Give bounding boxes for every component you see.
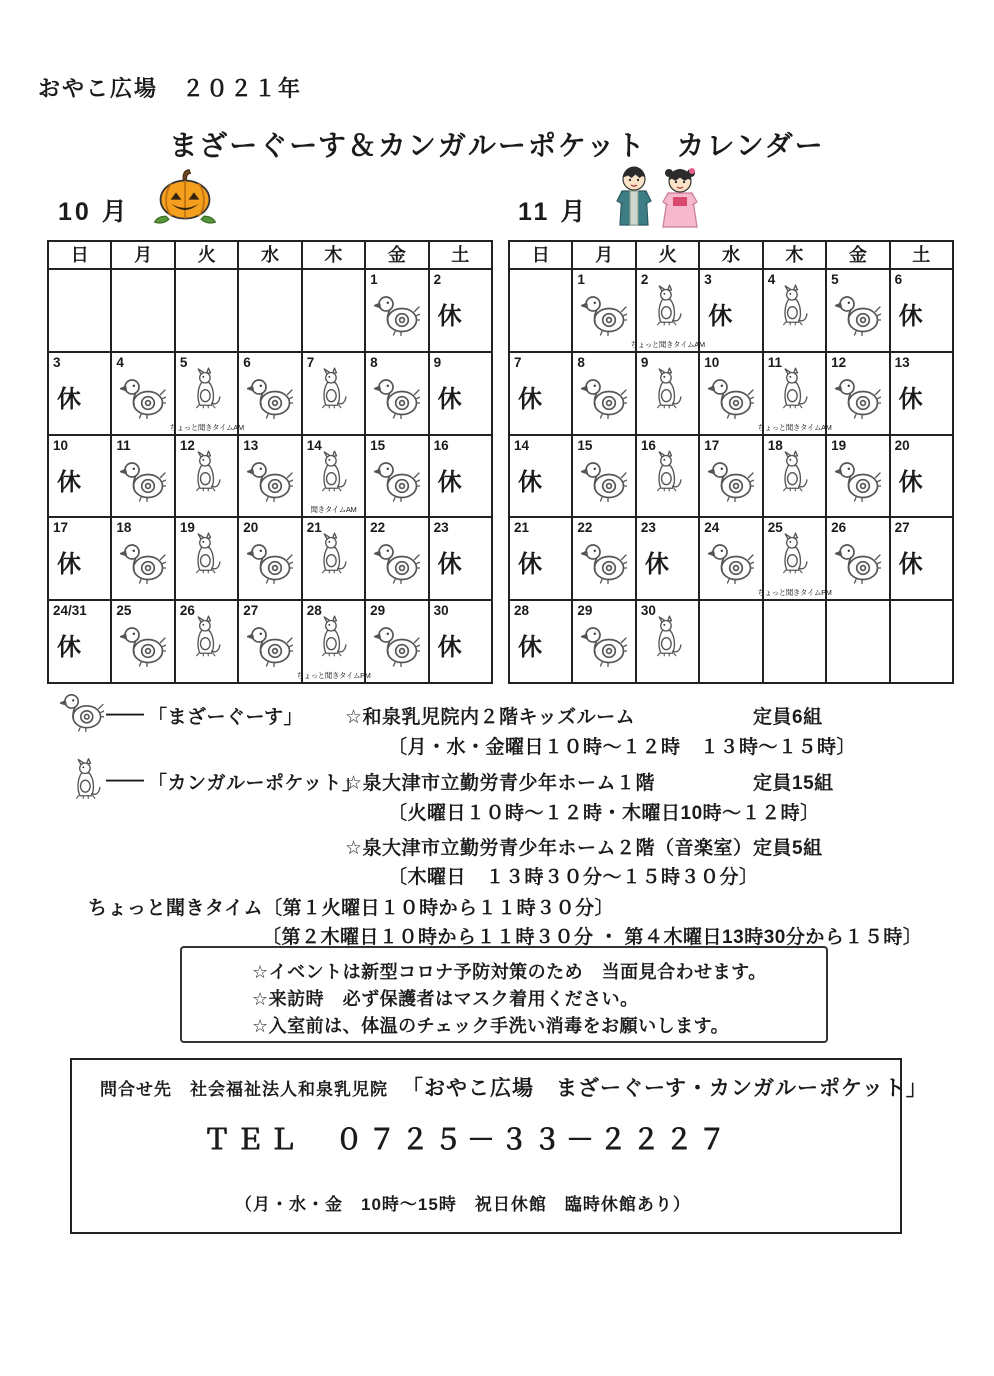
calendar-cell <box>700 270 763 353</box>
calendar-cell <box>637 436 700 519</box>
goose-icon <box>120 377 166 419</box>
calendar-cell <box>630 270 705 353</box>
kangaroo-icon <box>318 449 348 495</box>
goose-icon <box>60 692 104 732</box>
closed-label: 休 <box>898 468 923 496</box>
goose-icon <box>247 377 293 419</box>
goose-icon <box>247 625 293 667</box>
calendar-cell <box>112 518 175 601</box>
calendar-cell <box>49 518 112 601</box>
calendar-cell <box>510 601 573 684</box>
weekday-header: 火 <box>176 242 239 270</box>
calendar-cell <box>303 353 366 436</box>
calendar-cell <box>764 436 827 519</box>
day-number: 20 <box>894 437 910 453</box>
closed-label: 休 <box>437 551 462 579</box>
weekday-header: 水 <box>700 242 763 270</box>
goose-icon <box>835 377 881 419</box>
calendar-cell <box>239 518 302 601</box>
calendar-cell <box>891 518 954 601</box>
day-number: 24 <box>704 520 720 536</box>
calendar-cell <box>827 353 890 436</box>
weekday-header: 土 <box>891 242 954 270</box>
pumpkin-icon <box>154 164 216 228</box>
kangaroo-icon <box>192 366 222 412</box>
session-note: ちょっと聞きタイムPM <box>296 670 371 680</box>
calendar-cell <box>303 518 366 601</box>
day-number: 8 <box>577 354 585 370</box>
kangaroo-icon <box>653 283 683 329</box>
covid-notice-box <box>180 946 828 1043</box>
legend-place-1: ☆和泉乳児院内２階キッズルーム <box>345 707 636 728</box>
day-number: 3 <box>53 354 61 370</box>
legend-capacity-2: 定員15組 <box>753 773 834 794</box>
closed-label: 休 <box>57 385 81 413</box>
contact-telephone: ＴＥＬ ０７２５－３３－２２２７ <box>203 1124 732 1155</box>
day-number: 17 <box>704 437 720 453</box>
weekday-header: 木 <box>764 242 827 270</box>
calendar-cell <box>700 518 763 601</box>
goose-icon <box>835 460 881 502</box>
day-number: 27 <box>243 603 259 619</box>
closed-label: 休 <box>708 303 733 330</box>
calendar-cell <box>510 270 573 353</box>
calendar-cell <box>239 353 302 436</box>
day-number: 18 <box>767 437 783 453</box>
day-number: 6 <box>243 354 251 370</box>
calendar-cell <box>573 436 636 519</box>
day-number: 24/31 <box>53 603 87 619</box>
calendar-cell <box>891 353 954 436</box>
closed-label: 休 <box>898 385 923 413</box>
kangaroo-icon <box>779 531 809 577</box>
calendar-cell <box>239 601 302 684</box>
legend-capacity-1: 定員6組 <box>753 707 823 728</box>
day-number: 30 <box>433 603 449 619</box>
kangaroo-icon <box>653 614 683 660</box>
day-number: 13 <box>894 354 910 370</box>
calendar-cell <box>176 436 239 519</box>
day-number: 21 <box>514 520 530 536</box>
weekday-header: 金 <box>827 242 890 270</box>
goose-icon <box>581 625 627 667</box>
day-number: 18 <box>116 520 132 536</box>
day-number: 25 <box>767 520 783 536</box>
day-number: 21 <box>306 520 322 536</box>
calendar-cell <box>430 601 493 684</box>
calendar-cell <box>757 353 832 436</box>
kangaroo-icon <box>653 449 683 495</box>
notice-line-3: ☆入室前は、体温のチェック手洗い消毒をお願いします。 <box>252 1016 730 1036</box>
calendar-cell <box>891 601 954 684</box>
calendar-cell <box>112 601 175 684</box>
day-number: 15 <box>577 437 593 453</box>
closed-label: 休 <box>518 468 542 496</box>
calendar-cell <box>827 270 890 353</box>
day-number: 9 <box>640 354 649 370</box>
day-number: 10 <box>53 437 69 453</box>
kangaroo-icon <box>653 366 683 412</box>
calendar-cell <box>573 353 636 436</box>
calendar-cell <box>49 601 112 684</box>
goose-icon <box>120 542 166 584</box>
page-title: まざーぐーす＆カンガルーポケット カレンダー <box>169 130 825 161</box>
calendar-cell <box>510 353 573 436</box>
day-number: 1 <box>370 272 378 287</box>
contact-facility-name: 「おやこ広場 まざーぐーす・カンガルーポケット」 <box>402 1077 928 1100</box>
calendar-cell <box>49 436 112 519</box>
day-number: 13 <box>243 437 259 453</box>
day-number: 4 <box>116 354 124 370</box>
day-number: 10 <box>704 354 720 370</box>
kangaroo-icon <box>192 614 222 660</box>
goose-icon <box>120 625 166 667</box>
kangaroo-icon <box>318 366 348 412</box>
legend-name-kangaroo-pocket: 「カンガルーポケット」 <box>148 773 362 794</box>
closed-label: 休 <box>57 634 81 662</box>
goose-icon <box>708 542 754 584</box>
weekday-header: 金 <box>366 242 429 270</box>
goose-icon <box>835 542 881 584</box>
legend-place-3: ☆泉大津市立勤労青少年ホーム２階（音楽室） <box>345 838 753 859</box>
calendar-cell <box>366 436 429 519</box>
calendar-cell <box>303 436 366 519</box>
calendar-cell <box>239 270 302 353</box>
kangaroo-icon <box>779 283 809 329</box>
day-number: 25 <box>116 603 132 619</box>
contact-intro: 問合せ先 社会福祉法人和泉乳児院 <box>100 1080 388 1099</box>
calendar-cell <box>764 601 827 684</box>
day-number: 20 <box>243 520 259 536</box>
closed-label: 休 <box>437 634 462 662</box>
calendar-cell <box>573 270 636 353</box>
calendar-cell <box>764 270 827 353</box>
closed-label: 休 <box>898 303 923 330</box>
day-number: 4 <box>767 272 776 287</box>
day-number: 22 <box>577 520 593 536</box>
day-number: 5 <box>831 272 839 287</box>
goose-icon <box>374 460 420 502</box>
goose-icon <box>374 294 420 336</box>
calendar-cell <box>510 436 573 519</box>
day-number: 6 <box>894 272 903 287</box>
calendar-cell <box>176 270 239 353</box>
kangaroo-icon <box>192 449 222 495</box>
session-note: ちょっと聞きタイムAM <box>169 422 244 432</box>
calendar-cell <box>700 353 763 436</box>
notice-line-1: ☆イベントは新型コロナ予防対策のため 当面見合わせます。 <box>252 962 767 982</box>
closed-label: 休 <box>437 468 462 496</box>
legend-dash: ―― <box>106 704 144 725</box>
day-number: 23 <box>640 520 656 536</box>
session-note: ちょっと聞きタイムAM <box>757 422 832 432</box>
calendar-cell <box>700 436 763 519</box>
day-number: 3 <box>704 272 712 287</box>
goose-icon <box>374 625 420 667</box>
day-number: 29 <box>370 603 386 619</box>
closed-label: 休 <box>898 551 923 579</box>
calendar-cell <box>112 353 175 436</box>
day-number: 29 <box>577 603 593 619</box>
calendar-cell <box>366 353 429 436</box>
goose-icon <box>581 542 627 584</box>
day-number: 19 <box>831 437 847 453</box>
calendar-cell <box>827 436 890 519</box>
goose-icon <box>247 460 293 502</box>
session-note: ちょっと聞きタイムAM <box>630 339 705 349</box>
day-number: 2 <box>640 272 649 287</box>
calendar-cell <box>573 518 636 601</box>
calendar-cell <box>430 436 493 519</box>
goose-icon <box>120 460 166 502</box>
calendar-cell <box>430 518 493 601</box>
weekday-header: 日 <box>49 242 112 270</box>
day-number: 1 <box>577 272 585 287</box>
calendar-cell <box>49 270 112 353</box>
calendar-cell <box>827 601 890 684</box>
day-number: 22 <box>370 520 386 536</box>
legend-time-2: 〔火曜日１０時〜１２時・木曜日10時〜１２時〕 <box>388 803 820 824</box>
closed-label: 休 <box>437 303 462 330</box>
calendar-grid-november <box>508 240 954 684</box>
closed-label: 休 <box>57 551 81 579</box>
day-number: 27 <box>894 520 910 536</box>
calendar-cell <box>366 270 429 353</box>
calendar-cell <box>637 518 700 601</box>
kangaroo-icon <box>72 756 102 803</box>
calendar-cell <box>827 518 890 601</box>
goose-icon <box>374 377 420 419</box>
kangaroo-icon <box>318 531 348 577</box>
goose-icon <box>708 460 754 502</box>
weekday-header: 水 <box>239 242 302 270</box>
day-number: 17 <box>53 520 69 536</box>
month-label-october: 10 月 <box>58 198 130 226</box>
kangaroo-icon <box>779 366 809 412</box>
calendar-cell <box>510 518 573 601</box>
kikitime-line-1: ちょっと聞きタイム〔第１火曜日１０時から１１時３０分〕 <box>88 898 615 919</box>
day-number: 26 <box>179 603 195 619</box>
kangaroo-icon <box>779 449 809 495</box>
calendar-cell <box>239 436 302 519</box>
calendar-cell <box>176 601 239 684</box>
day-number: 16 <box>433 437 449 453</box>
legend-place-2: ☆泉大津市立勤労青少年ホーム１階 <box>345 773 656 794</box>
closed-label: 休 <box>437 385 462 413</box>
kangaroo-icon <box>318 614 348 660</box>
calendar-cell <box>303 270 366 353</box>
calendar-cell <box>637 353 700 436</box>
calendar-cell <box>430 270 493 353</box>
day-number: 28 <box>306 603 322 619</box>
day-number: 11 <box>767 354 782 370</box>
day-number: 12 <box>179 437 195 453</box>
calendar-cell <box>112 436 175 519</box>
day-number: 12 <box>831 354 847 370</box>
weekday-header: 土 <box>430 242 493 270</box>
month-label-november: 11 月 <box>518 198 589 226</box>
closed-label: 休 <box>644 551 669 579</box>
day-number: 14 <box>514 437 530 453</box>
day-number: 30 <box>640 603 656 619</box>
day-number: 23 <box>433 520 449 536</box>
goose-icon <box>374 542 420 584</box>
goose-icon <box>581 460 627 502</box>
kangaroo-icon <box>192 531 222 577</box>
calendar-cell <box>573 601 636 684</box>
calendar-grid-october <box>47 240 493 684</box>
day-number: 2 <box>433 272 442 287</box>
goose-icon <box>581 294 627 336</box>
contact-line <box>100 1072 928 1102</box>
day-number: 19 <box>179 520 195 536</box>
closed-label: 休 <box>518 634 542 662</box>
kikitime-line-2: 〔第２木曜日１０時から１１時３０分 ・ 第４木曜日13時30分から１５時〕 <box>262 927 923 948</box>
legend-capacity-3: 定員5組 <box>753 838 823 859</box>
day-number: 11 <box>116 437 131 453</box>
calendar-cell <box>757 518 832 601</box>
calendar-cell <box>891 436 954 519</box>
legend-time-3: 〔木曜日 １３時３０分〜１５時３０分〕 <box>388 867 759 888</box>
goose-icon <box>247 542 293 584</box>
weekday-header: 月 <box>112 242 175 270</box>
page-header: おやこ広場 ２０２１年 <box>38 76 303 101</box>
calendar-cell <box>366 518 429 601</box>
weekday-header: 木 <box>303 242 366 270</box>
kimono-children-icon <box>610 162 706 230</box>
calendar-cell <box>296 601 371 684</box>
calendar-cell <box>430 353 493 436</box>
closed-label: 休 <box>518 385 542 413</box>
day-number: 26 <box>831 520 847 536</box>
day-number: 8 <box>370 354 378 370</box>
calendar-cell <box>176 518 239 601</box>
day-number: 16 <box>640 437 656 453</box>
notice-line-2: ☆来訪時 必ず保護者はマスク着用ください。 <box>252 989 639 1009</box>
calendar-cell <box>637 601 700 684</box>
closed-label: 休 <box>518 551 542 579</box>
calendar-cell <box>169 353 244 436</box>
goose-icon <box>581 377 627 419</box>
day-number: 7 <box>306 354 315 370</box>
day-number: 9 <box>433 354 442 370</box>
calendar-cell <box>891 270 954 353</box>
day-number: 15 <box>370 437 386 453</box>
day-number: 14 <box>306 437 322 453</box>
calendar-cell <box>49 353 112 436</box>
goose-icon <box>835 294 881 336</box>
session-note: ちょっと聞きタイムPM <box>757 588 832 598</box>
legend-dash: ―― <box>106 770 144 791</box>
weekday-header: 月 <box>573 242 636 270</box>
day-number: 5 <box>179 354 188 370</box>
day-number: 7 <box>514 354 522 370</box>
calendar-cell <box>112 270 175 353</box>
legend-time-1: 〔月・水・金曜日１０時〜１２時 １３時〜１５時〕 <box>388 737 857 758</box>
calendar-cell <box>366 601 429 684</box>
day-number: 28 <box>514 603 530 619</box>
closed-label: 休 <box>57 468 81 496</box>
goose-icon <box>708 377 754 419</box>
weekday-header: 日 <box>510 242 573 270</box>
weekday-header: 火 <box>637 242 700 270</box>
legend-name-mother-goose: 「まざーぐーす」 <box>148 707 304 728</box>
session-note: 聞きタイムAM <box>310 505 357 515</box>
calendar-cell <box>700 601 763 684</box>
contact-hours: （月・水・金 10時〜15時 祝日休館 臨時休館あり） <box>235 1195 691 1214</box>
